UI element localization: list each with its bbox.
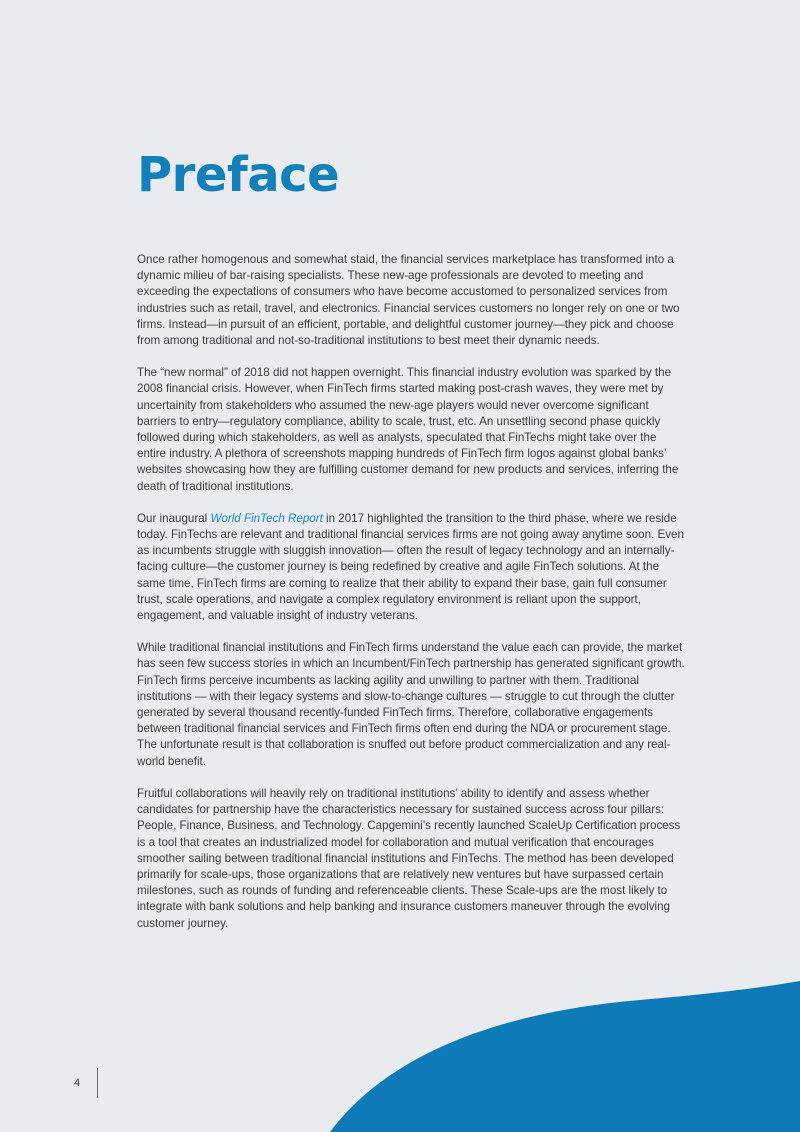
wave-fill: [330, 981, 800, 1132]
paragraph-1: Once rather homogenous and somewhat staid, the financial services marketplace has transformed into a dynamic milieu of bar-raising specialists. These new-age professionals are devoted to meeting and exceeding the expectations of consumers who have become accustomed to personalized services from industries such as retail, travel, and electronics. Financial services customers no longer rely on one or two firms. Instead—in pursuit of an efficient, portable, and delightful customer journey—they pick and choose from among traditional and not-so-traditional institutions to best meet their dynamic needs.: [137, 253, 680, 348]
page-title: Preface: [137, 147, 340, 203]
paragraph-5: Fruitful collaborations will heavily rely on traditional institutions’ ability to identify and assess whether candidates for partnership have the characteristics necessary for sustained success across four pillars: People, Finance, Business, and Technology. Capgemini’s recently launched ScaleUp Certification process is a tool that creates an industrialized model for collaboration and mutual verification that encourages smoother sailing between traditional financial institutions and FinTechs. The method has been developed primarily for scale-ups, those organizations that are relatively new ventures but have surpassed certain milestones, such as rounds of funding and referenceable clients. These Scale-ups are the most likely to integrate with bank solutions and help banking and insurance customers maneuver through the evolving customer journey.: [137, 786, 681, 930]
page-number-divider: [97, 1068, 98, 1098]
paragraph-3-rest: in 2017 highlighted the transition to the third phase, where we reside today. FinTechs are relevant and traditional financial services firms are not going away anytime soon. Even as incumbents struggle with sluggish innovation— often the result of legacy technology and an internally-facing culture—the customer journey is being redefined by creative and agile FinTech solutions. At the same time, FinTech firms are coming to realize that their ability to expand their base, gain full consumer trust, scale operations, and navigate a complex regulatory environment is reliant upon the support, engagement, and valuable insight of industry veterans.: [137, 511, 684, 623]
page-number: 4: [74, 1077, 81, 1089]
paragraph-3-intro: Our inaugural: [137, 511, 211, 525]
paragraph-2: The “new normal” of 2018 did not happen overnight. This financial industry evolution was sparked by the 2008 financial crisis. However, when FinTech firms started making post-crash waves, they were met by uncertainity from stakeholders who assumed the new-age players would never overcome significant barriers to entry—regulatory compliance, ability to scale, trust, etc. An unsettling second phase quickly followed during which stakeholders, as well as analysts, speculated that FinTechs might take over the entire industry. A plethora of screenshots mapping hundreds of FinTech firm logos against global banks’ websites showcasing how they are fulfilling customer demand for new products and services, inferring the death of traditional institutions.: [137, 366, 679, 493]
world-fintech-report-link[interactable]: World FinTech Report: [210, 511, 323, 525]
preface-body: [137, 252, 687, 948]
paragraph-4: While traditional financial institutions and FinTech firms understand the value each can provide, the market has seen few success stories in which an Incumbent/FinTech partnership has generated significant growth. FinTech firms perceive incumbents as lacking agility and unwilling to partner with them. Traditional institutions — with their legacy systems and slow-to-change cultures — struggle to cut through the clutter generated by several thousand recently-funded FinTech firms. Therefore, collaborative engagements between traditional financial services and FinTech firms often end during the NDA or procurement stage. The unfortunate result is that collaboration is snuffed out before product commercialization and any real-world benefit.: [137, 641, 685, 768]
paragraph-3: [137, 511, 687, 624]
